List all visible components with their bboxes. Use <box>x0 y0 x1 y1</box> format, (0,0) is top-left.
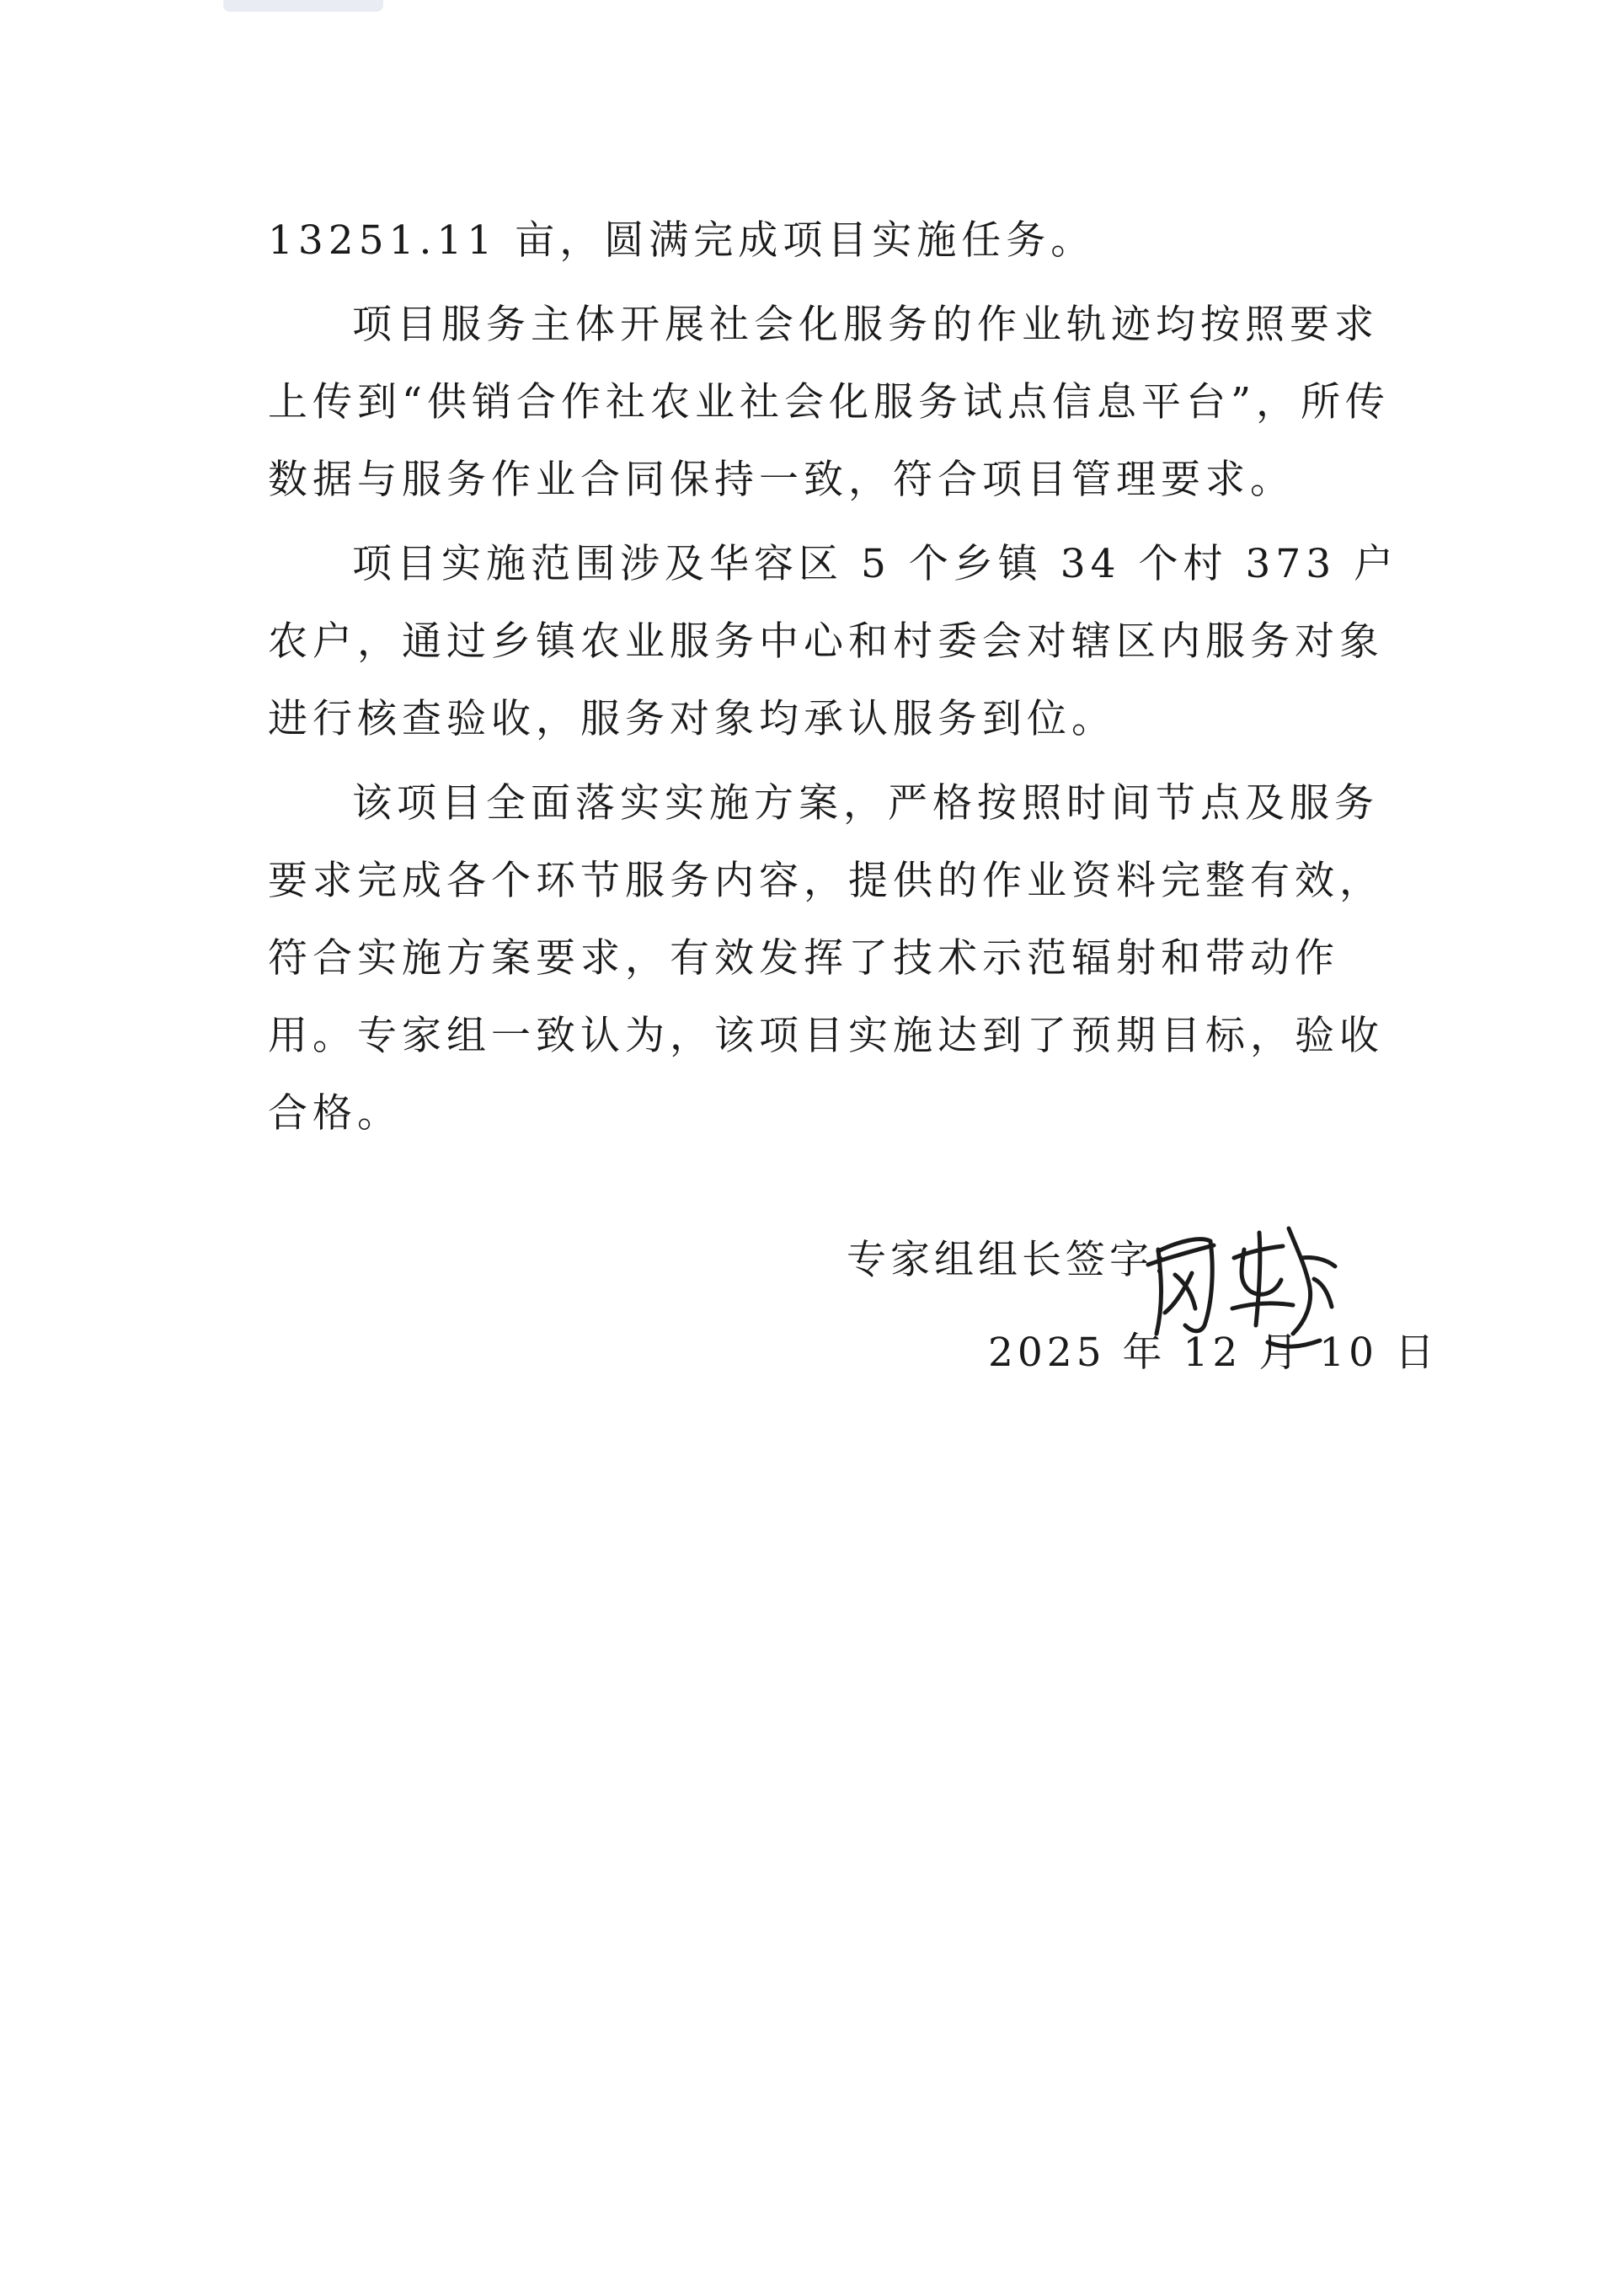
paragraph-conclusion: 该项目全面落实实施方案，严格按照时间节点及服务要求完成各个环节服务内容，提供的作业资料完整有效，符合实施方案要求，有效发挥了技术示范辐射和带动作用。专家组一致认为，该项目实施达到了预期目标，验收合格。 <box>268 780 1384 1137</box>
paragraph-implementation-scope: 项目实施范围涉及华容区 5 个乡镇 34 个村 373 户农户，通过乡镇农业服务中心和村委会对辖区内服务对象进行核查验收，服务对象均承认服务到位。 <box>268 541 1399 742</box>
document-body <box>268 202 1422 1159</box>
paragraph-continuation: 13251.11 亩，圆满完成项目实施任务。 <box>268 217 1096 264</box>
paragraph-data-upload: 项目服务主体开展社会化服务的作业轨迹均按照要求上传到“供销合作社农业社会化服务试点信息平台”，所传数据与服务作业合同保持一致，符合项目管理要求。 <box>268 302 1391 503</box>
scan-smudge <box>223 0 383 12</box>
signature-label: 专家组组长签字: <box>847 1237 1171 1283</box>
signature-date: 2025 年 12 月 10 日 <box>988 1330 1439 1376</box>
